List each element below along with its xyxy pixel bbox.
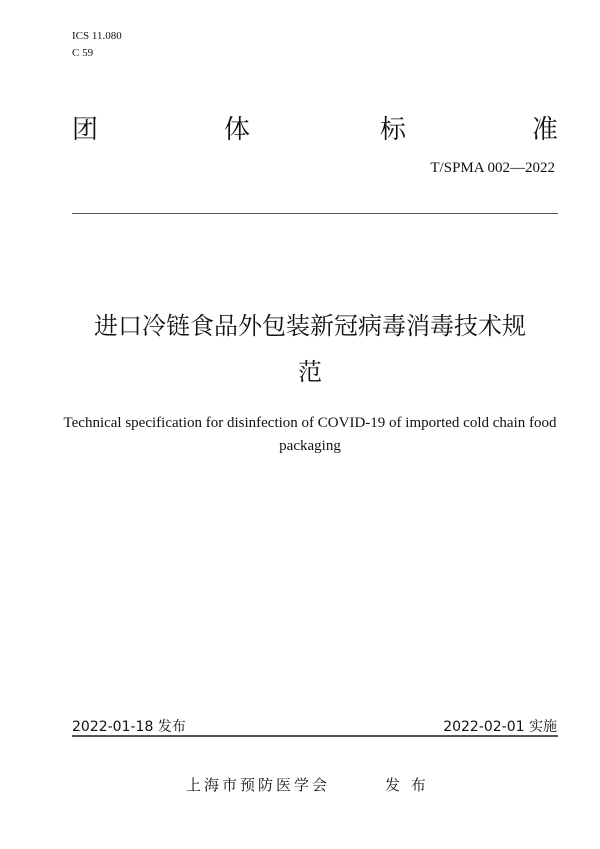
publisher: 上海市预防医学会 <box>186 776 331 794</box>
implement-date: 2022-02-01 实施 <box>443 719 557 735</box>
publish-label: 发 布 <box>385 776 429 794</box>
standard-type-char: 体 <box>224 115 251 145</box>
ccs-code: C 59 <box>72 47 94 59</box>
bottom-divider <box>72 735 558 737</box>
title-cn-line1: 进口冷链食品外包装新冠病毒消毒技术规 <box>94 312 526 340</box>
issue-date: 2022-01-18 发布 <box>72 719 186 735</box>
standard-code: T/SPMA 002—2022 <box>430 160 555 176</box>
standard-type-char: 准 <box>532 115 559 145</box>
standard-type-char: 标 <box>380 115 407 145</box>
title-en-line1: Technical specification for disinfection of COVID-19 of imported cold chain food <box>63 415 557 431</box>
title-en-line2: packaging <box>279 438 341 454</box>
ics-code: ICS 11.080 <box>72 30 122 42</box>
title-cn <box>60 303 560 395</box>
title-cn-line2: 范 <box>298 358 322 386</box>
standard-type-char: 团 <box>72 115 99 145</box>
top-divider <box>72 213 558 214</box>
title-en <box>50 412 570 458</box>
